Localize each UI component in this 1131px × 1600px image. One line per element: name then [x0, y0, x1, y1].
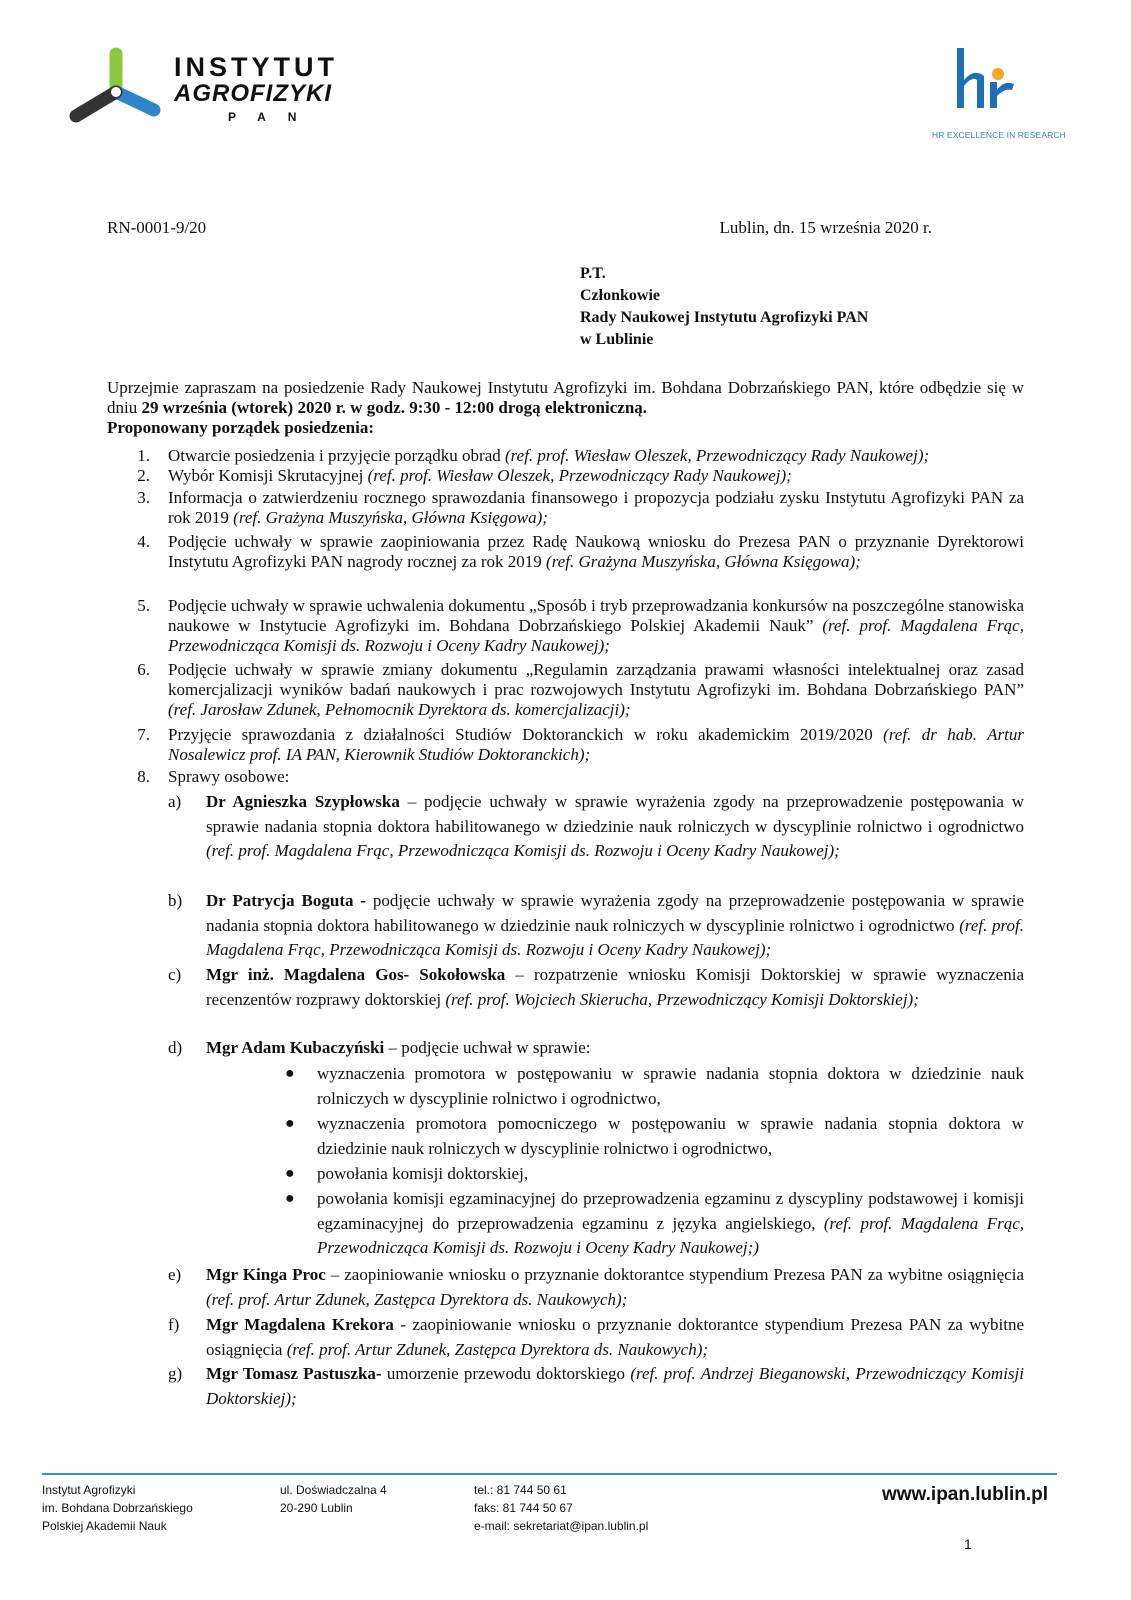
- logo-text-instytut: INSTYTUT: [174, 52, 338, 82]
- bullet-icon: ●: [285, 1065, 295, 1082]
- agenda-item: Przyjęcie sprawozdania z działalności Studiów Doktoranckich w roku akademickim 2019/2020 (ref. dr hab. Artur Nosalewicz prof. IA PAN, Kierownik Studiów Doktoranckich);: [168, 725, 1025, 764]
- bullet-item: wyznaczenia promotora pomocniczego w postępowaniu w sprawie nadania stopnia doktora w dziedzinie nauk rolniczych w dyscyplinie rolnictwo i ogrodnictwo,: [317, 1114, 1024, 1158]
- addressee-line: Członkowie: [580, 287, 660, 304]
- agenda-number: 8.: [137, 767, 150, 786]
- hr-logo-mark-icon: [954, 46, 1034, 116]
- agenda-number: 4.: [137, 532, 150, 551]
- sub-item-letter: f): [168, 1315, 180, 1334]
- addressee-block: [580, 263, 868, 351]
- agenda-item: Wybór Komisji Skrutacyjnej (ref. prof. Wiesław Oleszek, Przewodniczący Rady Naukowej);: [168, 466, 792, 485]
- sub-item-letter: b): [168, 891, 183, 910]
- addressee-line: w Lublinie: [580, 331, 654, 348]
- document-reference: RN-0001-9/20: [107, 218, 207, 237]
- agenda-number: 2.: [137, 466, 150, 485]
- sub-item-letter: e): [168, 1265, 182, 1284]
- bullet-icon: ●: [285, 1190, 295, 1207]
- bullet-item: powołania komisji egzaminacyjnej do przeprowadzenia egzaminu z dyscypliny podstawowej i komisji egzaminacyjnej do przeprowadzenia egzaminu z języka angielskiego, (ref. prof. Magdalena Frąc, Przewodnicząca Komisji ds. Rozwoju i Oceny Kadry Naukowej;): [317, 1189, 1024, 1257]
- logo-text-agrofizyki: AGROFIZYKI: [174, 80, 332, 107]
- intro-paragraph: [107, 378, 1024, 418]
- addressee-line: P.T.: [580, 265, 606, 282]
- sub-item-letter: c): [168, 965, 182, 984]
- institute-logo-mark-icon: [66, 46, 166, 136]
- bullet-item: wyznaczenia promotora w postępowaniu w sprawie nadania stopnia doktora w dziedzinie nauk rolniczych w dyscyplinie rolnictwo i ogrodnictwo,: [317, 1064, 1024, 1108]
- hr-excellence-logo: [932, 46, 1086, 146]
- footer-email-link[interactable]: e-mail: sekretariat@ipan.lublin.pl: [474, 1519, 649, 1533]
- agenda-number: 3.: [137, 488, 150, 507]
- bullet-icon: ●: [285, 1115, 295, 1132]
- agenda-item: Podjęcie uchwały w sprawie uchwalenia dokumentu „Sposób i tryb przeprowadzania konkursów na poszczególne stanowiska naukowe w Instytucie Agrofizyki im. Bohdana Dobrzańskiego Polskiej Akademii Nauk” (ref. prof. Magdalena Frąc, Przewodnicząca Komisji ds. Rozwoju i Oceny Kadry Naukowej);: [168, 596, 1024, 655]
- sub-item-letter: g): [168, 1364, 183, 1383]
- sub-item-letter: d): [168, 1038, 183, 1057]
- personnel-item: Mgr Tomasz Pastuszka- umorzenie przewodu doktorskiego (ref. prof. Andrzej Bieganowski, Przewodniczący Komisji Doktorskiej);: [206, 1364, 1024, 1408]
- personnel-item: Mgr Adam Kubaczyński – podjęcie uchwał w sprawie:: [206, 1038, 591, 1057]
- agenda-number: 1.: [137, 446, 150, 465]
- footer-institute: Instytut Agrofizyki im. Bohdana Dobrzańskiego Polskiej Akademii Nauk: [42, 1483, 193, 1533]
- footer-website-link[interactable]: www.ipan.lublin.pl: [882, 1484, 1049, 1505]
- agenda-number: 7.: [137, 725, 150, 744]
- addressee-line: Rady Naukowej Instytutu Agrofizyki PAN: [580, 309, 869, 326]
- intro-text: Uprzejmie zapraszam na posiedzenie Rady Naukowej Instytutu Agrofizyki im. Bohdana Dobrzańskiego PAN, które odbędzie się w dniu: [107, 378, 1024, 417]
- logo-text-pan: PAN: [228, 110, 319, 124]
- footer-divider: [42, 1473, 1057, 1475]
- agenda-number: 6.: [137, 660, 150, 679]
- personnel-item: Dr Agnieszka Szypłowska – podjęcie uchwały w sprawie wyrażenia zgody na przeprowadzenie postępowania w sprawie nadania stopnia doktora habilitowanego w dziedzinie nauk rolniczych w dyscyplinie rolnictwo i ogrodnictwo (ref. prof. Magdalena Frąc, Przewodnicząca Komisji ds. Rozwoju i Oceny Kadry Naukowej);: [206, 792, 1025, 860]
- agenda-number: 5.: [137, 596, 150, 615]
- agenda-item: Otwarcie posiedzenia i przyjęcie porządku obrad (ref. prof. Wiesław Oleszek, Przewodniczący Rady Naukowej);: [168, 446, 930, 465]
- agenda-item: Podjęcie uchwały w sprawie zmiany dokumentu „Regulamin zarządzania prawami własności intelektualnej oraz zasad komercjalizacji wyników badań naukowych i prac rozwojowych Instytutu Agrofizyki im. Bohdana Dobrzańskiego PAN” (ref. Jarosław Zdunek, Pełnomocnik Dyrektora ds. komercjalizacji);: [168, 660, 1024, 719]
- personnel-item: Dr Patrycja Boguta - podjęcie uchwały w sprawie wyrażenia zgody na przeprowadzenie postępowania w sprawie nadania stopnia doktora habilitowanego w dziedzinie nauk rolniczych w dyscyplinie rolnictwo i ogrodnictwo (ref. prof. Magdalena Frąc, Przewodnicząca Komisji ds. Rozwoju i Oceny Kadry Naukowej);: [206, 891, 1025, 959]
- agenda-heading: Proponowany porządek posiedzenia:: [107, 418, 374, 437]
- bullet-item: powołania komisji doktorskiej,: [317, 1164, 529, 1183]
- hr-logo-caption: HR EXCELLENCE IN RESEARCH: [932, 130, 1066, 140]
- footer-address: ul. Doświadczalna 4 20-290 Lublin: [280, 1483, 387, 1515]
- agenda-item: Podjęcie uchwały w sprawie zaopiniowania przez Radę Naukową wniosku do Prezesa PAN o przyznanie Dyrektorowi Instytutu Agrofizyki PAN nagrody rocznej za rok 2019 (ref. Grażyna Muszyńska, Główna Księgowa);: [168, 532, 1024, 571]
- document-date: Lublin, dn. 15 września 2020 r.: [719, 218, 932, 237]
- page-number: 1: [964, 1536, 972, 1552]
- personnel-item: Mgr inż. Magdalena Gos- Sokołowska – rozpatrzenie wniosku Komisji Doktorskiej w sprawie wyznaczenia recenzentów rozprawy doktorskiej (ref. prof. Wojciech Skierucha, Przewodniczący Komisji Doktorskiej);: [206, 965, 1024, 1009]
- personnel-item: Mgr Magdalena Krekora - zaopiniowanie wniosku o przyznanie doktorantce stypendium Prezesa PAN za wybitne osiągnięcia (ref. prof. Artur Zdunek, Zastępca Dyrektora ds. Naukowych);: [206, 1315, 1025, 1359]
- agenda-item: Sprawy osobowe:: [168, 767, 290, 786]
- institute-logo: [66, 46, 396, 136]
- agenda-item: Informacja o zatwierdzeniu rocznego sprawozdania finansowego i propozycja podziału zysku Instytutu Agrofizyki PAN za rok 2019 (ref. Grażyna Muszyńska, Główna Księgowa);: [168, 488, 1024, 527]
- sub-item-letter: a): [168, 792, 182, 811]
- footer-contact: tel.: 81 744 50 61 faks: 81 744 50 67 e-mail: sekretariat@ipan.lublin.pl: [474, 1483, 649, 1533]
- meeting-datetime: 29 września (wtorek) 2020 r. w godz. 9:30 - 12:00 drogą elektroniczną.: [141, 398, 648, 417]
- personnel-item: Mgr Kinga Proc – zaopiniowanie wniosku o przyznanie doktorantce stypendium Prezesa PAN za wybitne osiągnięcia (ref. prof. Artur Zdunek, Zastępca Dyrektora ds. Naukowych);: [206, 1265, 1024, 1309]
- bullet-icon: ●: [285, 1165, 295, 1182]
